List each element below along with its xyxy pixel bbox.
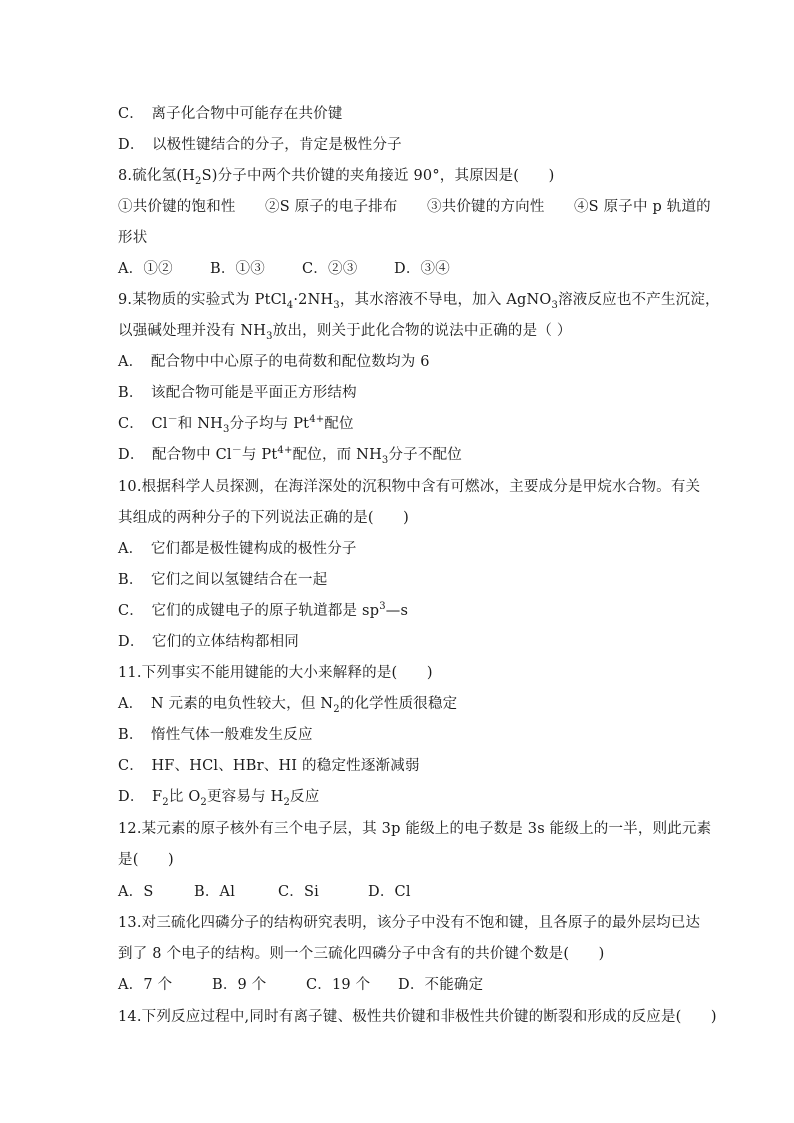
q13-option-b: B．9 个 bbox=[212, 977, 267, 993]
q9-stem-line2: 以强碱处理并没有 $NH_3$放出，则关于此化合物的说法中正确的是（ ） bbox=[118, 323, 572, 342]
q9-option-b: B． 该配合物可能是平面正方形结构 bbox=[118, 385, 357, 401]
q10-option-a: A． 它们都是极性键构成的极性分子 bbox=[118, 541, 357, 557]
q10-stem-line1: 10.根据科学人员探测，在海洋深处的沉积物中含有可燃冰，主要成分是甲烷水合物。有关 bbox=[118, 479, 701, 495]
q8-option-c: C．②③ bbox=[302, 261, 358, 277]
q12-option-a: A．S bbox=[118, 884, 154, 900]
q11-stem: 11.下列事实不能用键能的大小来解释的是( ) bbox=[118, 665, 433, 681]
q12-stem-line1: 12.某元素的原子核外有三个电子层，其 3p 能级上的电子数是 3s 能级上的一半，则此元素 bbox=[118, 821, 712, 837]
q13-stem-line2: 到了 8 个电子的结构。则一个三硫化四磷分子中含有的共价键个数是( ) bbox=[118, 946, 605, 962]
q12-option-d: D．Cl bbox=[368, 884, 411, 900]
q8-option-a: A．①② bbox=[118, 261, 173, 277]
q7-option-c: C． 离子化合物中可能存在共价键 bbox=[118, 106, 343, 122]
q12-option-c: C．Si bbox=[278, 884, 319, 900]
q14-stem: 14.下列反应过程中,同时有离子键、极性共价键和非极性共价键的断裂和形成的反应是( ) bbox=[118, 1009, 717, 1025]
q13-option-d: D．不能确定 bbox=[398, 977, 484, 993]
q9-option-a: A． 配合物中中心原子的电荷数和配位数均为 6 bbox=[118, 354, 430, 370]
q8-items-line2: 形状 bbox=[118, 230, 148, 246]
q8-options bbox=[118, 259, 450, 279]
q12-option-b: B．Al bbox=[194, 884, 236, 900]
q7-option-d: D． 以极性键结合的分子，肯定是极性分子 bbox=[118, 137, 402, 153]
q8-option-b: B．①③ bbox=[210, 261, 265, 277]
q9-option-d: D． 配合物中 Cl－与 $Pt^{4+}$配位，而 $NH_3$分子不配位 bbox=[118, 445, 462, 466]
q10-option-c: C． 它们的成键电子的原子轨道都是 $sp^3—s$ bbox=[118, 601, 409, 619]
q11-option-a: A． N 元素的电负性较大，但 $N_2$的化学性质很稳定 bbox=[118, 696, 458, 715]
q8-stem: 8.硫化氢$(H_2S)$分子中两个共价键的夹角接近 90°，其原因是( ) bbox=[118, 168, 555, 187]
q9-option-c: C． Cl－和 $NH_3$分子均与 $Pt^{4+}$配位 bbox=[118, 414, 354, 435]
q10-option-b: B． 它们之间以氢键结合在一起 bbox=[118, 572, 328, 588]
q13-option-c: C．19 个 bbox=[306, 977, 371, 993]
q12-stem-line2: 是( ) bbox=[118, 852, 174, 868]
q12-options bbox=[118, 882, 411, 902]
q11-option-d: D． $F_2$比 $O_2$更容易与 $H_2$反应 bbox=[118, 789, 320, 808]
q9-stem-line1: 9.某物质的实验式为 $PtCl_4\cdot 2NH_3$，其水溶液不导电，加入 AgNO$_3$溶液反应也不产生沉淀， bbox=[118, 292, 720, 311]
q13-stem-line1: 13.对三硫化四磷分子的结构研究表明，该分子中没有不饱和键，且各原子的最外层均已达 bbox=[118, 915, 701, 931]
q10-option-d: D． 它们的立体结构都相同 bbox=[118, 634, 299, 650]
q8-items-line1: ①共价键的饱和性 ②S 原子的电子排布 ③共价键的方向性 ④S 原子中 p 轨道的 bbox=[118, 199, 711, 215]
q13-options bbox=[118, 975, 483, 995]
q13-option-a: A．7 个 bbox=[118, 977, 173, 993]
q11-option-c: C． HF、HCl、HBr、HI 的稳定性逐渐减弱 bbox=[118, 758, 420, 774]
q10-stem-line2: 其组成的两种分子的下列说法正确的是( ) bbox=[118, 510, 410, 526]
q8-option-d: D．③④ bbox=[394, 261, 450, 277]
q11-option-b: B． 惰性气体一般难发生反应 bbox=[118, 727, 313, 743]
